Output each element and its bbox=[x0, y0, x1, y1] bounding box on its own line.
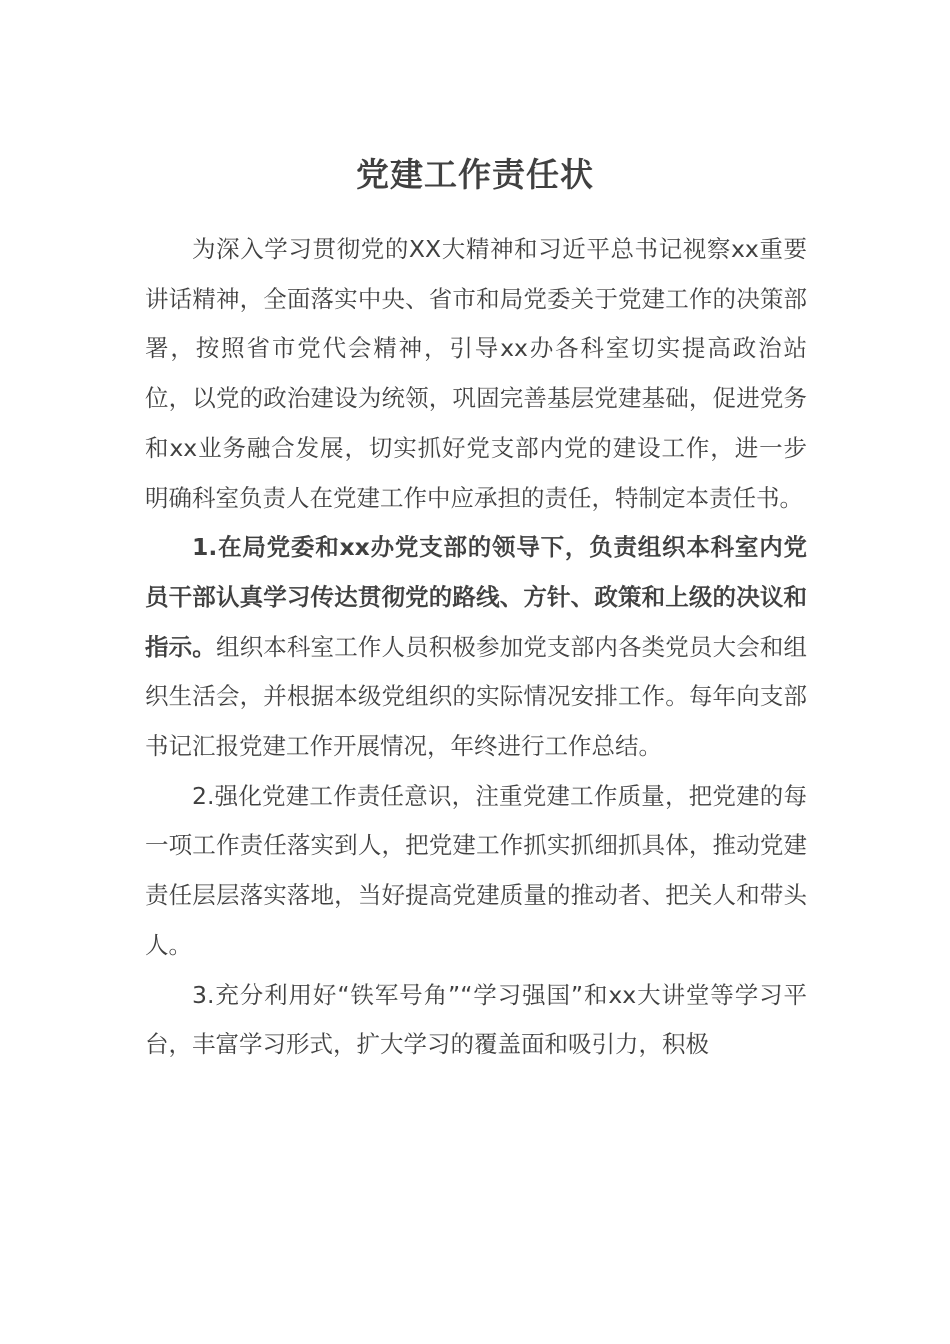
item-1-heading: 1.在局党委和xx办党支部的领导下，负责组织本科室内党员干部认真学习传达贯彻党的路线、方针、政策和上级的决议和指示。 bbox=[145, 533, 807, 661]
document-body bbox=[145, 225, 807, 1070]
document-title: 党建工作责任状 bbox=[356, 155, 594, 194]
item-3-paragraph: 3.充分利用好“铁军号角”“学习强国”和xx大讲堂等学习平台，丰富学习形式，扩大学习的覆盖面和吸引力，积极 bbox=[145, 980, 807, 1059]
item-2-paragraph: 2.强化党建工作责任意识，注重党建工作质量，把党建的每一项工作责任落实到人，把党建工作抓实抓细抓具体，推动党建责任层层落实落地，当好提高党建质量的推动者、把关人和带头人。 bbox=[145, 781, 807, 959]
item-1-paragraph bbox=[145, 523, 807, 772]
item-1-text: 组织本科室工作人员积极参加党支部内各类党员大会和组织生活会，并根据本级党组织的实际情况安排工作。每年向支部书记汇报党建工作开展情况，年终进行工作总结。 bbox=[145, 632, 808, 761]
intro-paragraph: 为深入学习贯彻党的XX大精神和习近平总书记视察xx重要讲话精神，全面落实中央、省市和局党委关于党建工作的决策部署，按照省市党代会精神，引导xx办各科室切实提高政治站位，以党的政治建设为统领，巩固完善基层党建基础，促进党务和xx业务融合发展，切实抓好党支部内党的建设工作，进一步明确科室负责人在党建工作中应承担的责任，特制定本责任书。 bbox=[145, 235, 807, 512]
